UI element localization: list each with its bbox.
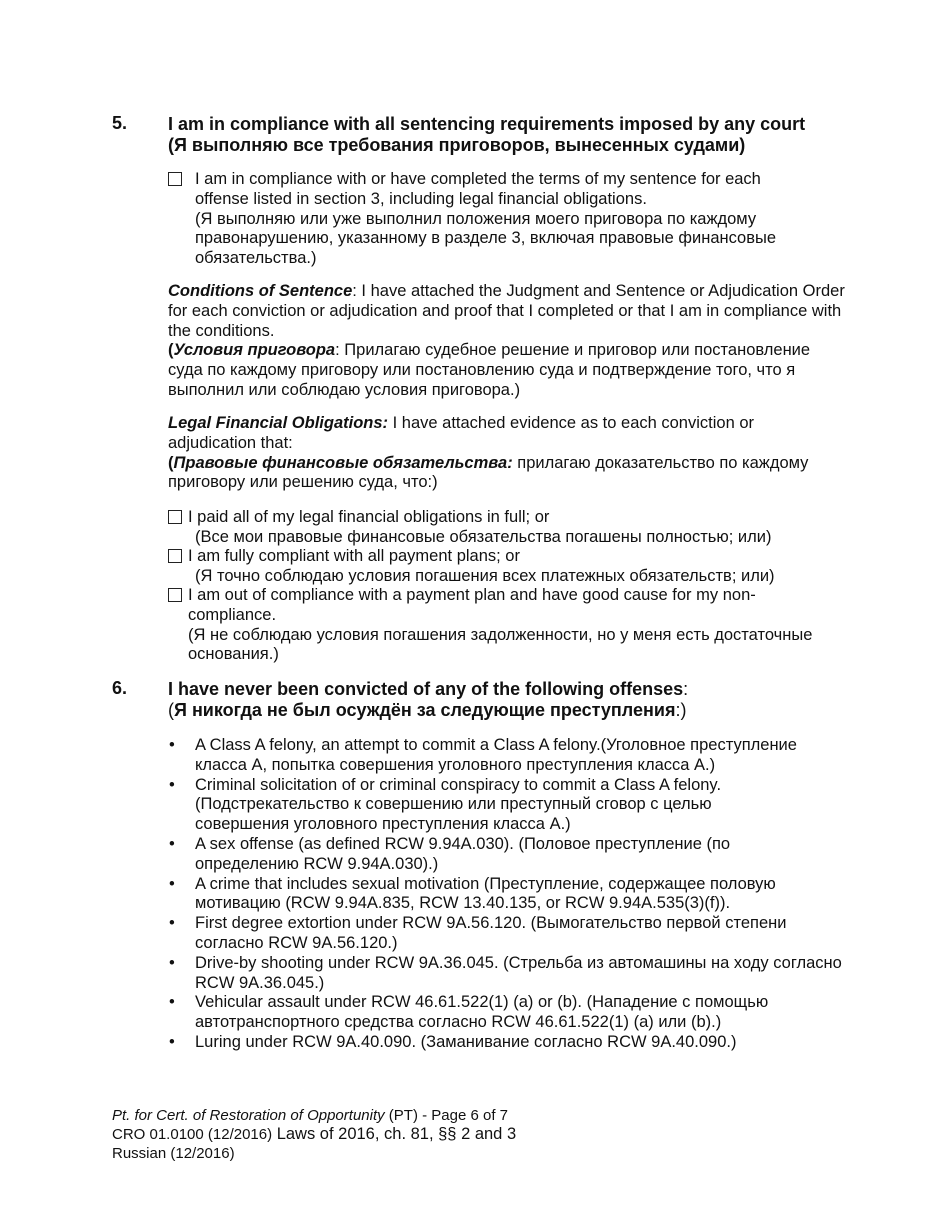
payment-plans-ru: (Я точно соблюдаю условия погашения всех платежных обязательств; или): [195, 566, 775, 585]
bullet-icon: •: [169, 914, 175, 933]
offense-text: Vehicular assault under RCW 46.61.522(1) (a) or (b). (Нападение с помощью автотранспортного средства согласно RCW 46.61.522(1) (a) или (b).): [195, 993, 769, 1032]
compliance-line2: offense listed in section 3, including legal financial obligations.: [195, 189, 647, 208]
conditions-en: [168, 282, 850, 341]
offense-text: Luring under RCW 9A.40.090. (Заманивание согласно RCW 9A.40.090.): [195, 1032, 737, 1051]
legal-financial-obligations: [168, 414, 850, 493]
lfo-en: [168, 414, 850, 454]
footer-line3: Russian (12/2016): [112, 1145, 235, 1162]
compliance-checkbox-row: [168, 170, 850, 269]
section-6-number: 6.: [112, 678, 128, 698]
lfo-label-ru: Правовые финансовые обязательства:: [173, 453, 513, 472]
compliance-ru: (Я выполняю или уже выполнил положения моего приговора по каждому правонарушению, указанному в разделе 3, включая правовые финансовые обязательства.): [195, 209, 777, 268]
bullet-icon: •: [169, 834, 175, 853]
conditions-label-en: Conditions of Sentence: [168, 282, 353, 300]
footer-form-title: Pt. for Cert. of Restoration of Opportunity: [112, 1107, 385, 1124]
offense-text: Drive-by shooting under RCW 9A.36.045. (Стрельба из автомашины на ходу согласно RCW 9A.36.045.): [195, 953, 842, 992]
conditions-text-ru: : Прилагаю судебное решение и приговор или постановление суда по каждому приговору или постановлению суда и подтверждение того, что я выполнил или соблюдаю условия приговора.): [168, 341, 811, 399]
out-of-compliance-en-line2: compliance.: [188, 605, 277, 624]
bullet-icon: •: [169, 993, 175, 1012]
section-6-title-ru-tail: :): [675, 700, 687, 720]
option-paid-in-full: [168, 508, 850, 548]
footer-page-number: (PT) - Page 6 of 7: [384, 1107, 509, 1124]
section-5-title: [168, 114, 840, 156]
conditions-label-ru: Условия приговора: [173, 341, 336, 360]
compliance-line1: I am in compliance with or have completed the terms of my sentence for each: [195, 170, 761, 188]
payment-plans-en: I am fully compliant with all payment plans; or: [188, 547, 520, 565]
lfo-text-ru: прилагаю доказательство по каждому приговору или решению суда, что:): [168, 453, 809, 492]
paid-in-full-checkbox[interactable]: [168, 510, 182, 524]
conditions-ru: [168, 341, 850, 400]
offense-text: Criminal solicitation of or criminal conspiracy to commit a Class A felony.(Подстрекательство к совершению или преступный сговор с целью совершения уголовного преступления класса А.): [195, 775, 722, 834]
section-6-title-en: I have never been convicted of any of the following offenses: [168, 679, 684, 699]
conditions-of-sentence: [168, 282, 850, 401]
bullet-icon: •: [169, 736, 175, 754]
list-item: [168, 954, 850, 994]
list-item: [168, 776, 850, 835]
list-item: [168, 736, 850, 776]
out-of-compliance-en-line1: I am out of compliance with a payment plan and have good cause for my non-: [188, 586, 756, 604]
compliance-checkbox-label: [195, 170, 850, 269]
list-item: [168, 875, 850, 915]
footer-line1: [112, 1106, 516, 1125]
list-item: [168, 1033, 850, 1053]
offenses-list: [168, 736, 850, 1053]
compliance-checkbox[interactable]: [168, 172, 182, 186]
payment-plans-checkbox[interactable]: [168, 549, 182, 563]
bullet-icon: •: [169, 775, 175, 794]
page-footer: [112, 1106, 516, 1163]
lfo-open-ru: (: [168, 453, 174, 472]
bullet-icon: •: [169, 874, 175, 893]
paid-in-full-ru: (Все мои правовые финансовые обязательства погашены полностью; или): [195, 527, 772, 546]
conditions-open-ru: (: [168, 341, 174, 360]
offense-text: A Class A felony, an attempt to commit a Class A felony.(Уголовное преступление класса А, попытка совершения уголовного преступления класса А.): [195, 736, 797, 774]
lfo-label-en: Legal Financial Obligations:: [168, 414, 389, 432]
offense-text: A crime that includes sexual motivation (Преступление, содержащее половую мотивацию (RCW 9.94A.835, RCW 13.40.135, or RCW 9.94A.535(3)(f)).: [195, 874, 776, 913]
list-item: [168, 914, 850, 954]
footer-form-code: CRO 01.0100 (12/2016): [112, 1126, 273, 1143]
section-5-title-en: I am in compliance with all sentencing requirements imposed by any court: [168, 114, 806, 134]
list-item: [168, 993, 850, 1033]
section-6-title: [168, 679, 840, 721]
footer-laws: Laws of 2016, ch. 81, §§ 2 and 3: [272, 1125, 517, 1143]
offense-text: First degree extortion under RCW 9A.56.120. (Вымогательство первой степени согласно RCW 9A.56.120.): [195, 914, 787, 952]
section-5-number: 5.: [112, 113, 128, 133]
section-6-title-ru: Я никогда не был осуждён за следующие преступления: [174, 700, 676, 720]
option-out-of-compliance: [168, 586, 850, 665]
section-5-title-ru: (Я выполняю все требования приговоров, вынесенных судами): [168, 135, 746, 155]
bullet-icon: •: [169, 1032, 175, 1051]
out-of-compliance-ru: (Я не соблюдаю условия погашения задолженности, но у меня есть достаточные основания.): [188, 625, 813, 664]
section-6-title-ru-open: (: [168, 700, 174, 720]
lfo-ru: [168, 454, 850, 494]
offense-text: A sex offense (as defined RCW 9.94A.030). (Половое преступление (по определению RCW 9.94A.030).): [195, 834, 731, 873]
out-of-compliance-checkbox[interactable]: [168, 588, 182, 602]
section-6-title-en-tail: :: [683, 679, 689, 699]
paid-in-full-en: I paid all of my legal financial obligations in full; or: [188, 508, 550, 526]
bullet-icon: •: [169, 953, 175, 972]
footer-line2: [112, 1125, 516, 1144]
list-item: [168, 835, 850, 875]
option-payment-plans: [168, 547, 850, 587]
lfo-text-en: I have attached evidence as to each conviction or adjudication that:: [168, 414, 755, 452]
conditions-text-en: : I have attached the Judgment and Sentence or Adjudication Order for each conviction or adjudication and proof that I completed or that I am in compliance with the conditions.: [168, 282, 845, 340]
